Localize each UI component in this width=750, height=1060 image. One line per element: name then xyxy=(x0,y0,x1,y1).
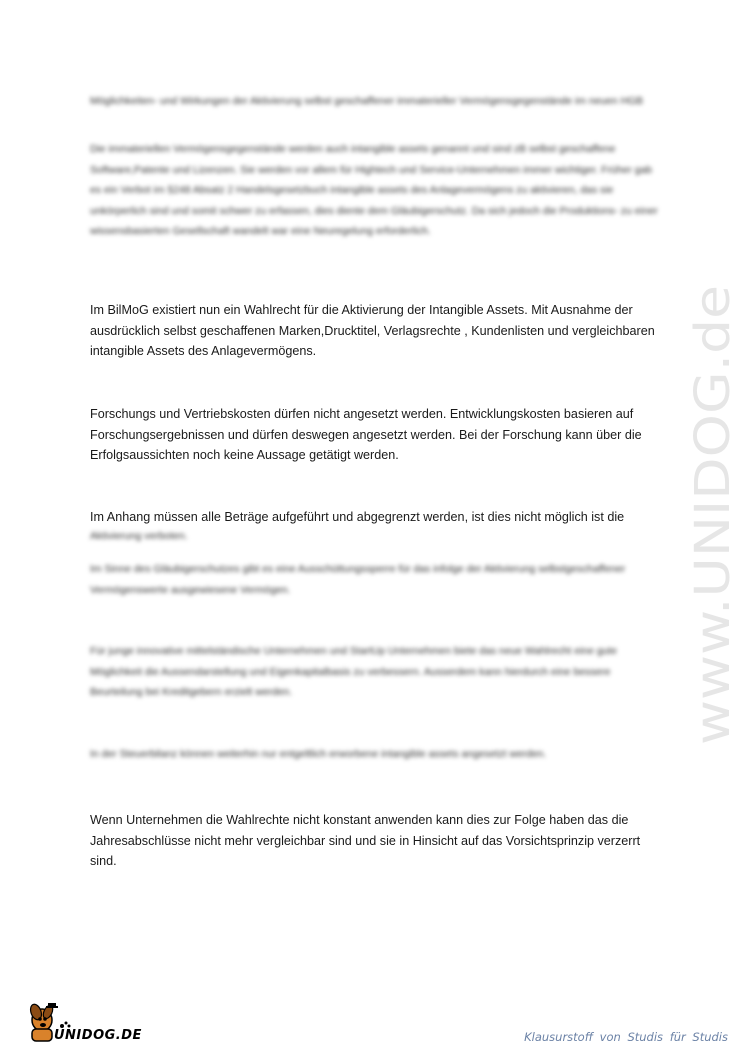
paragraph-wahlrechte: Wenn Unternehmen die Wahlrechte nicht konstant anwenden kann dies zur Folge haben das die Jahresabschlüsse nicht mehr vergleichbar sind und sie in Hinsicht auf das Vorsichtsprinzip verzerrt sind. xyxy=(90,813,641,868)
watermark xyxy=(685,280,745,750)
watermark-text: www.UNIDOG.de xyxy=(685,343,741,745)
paragraph-anhang: Im Anhang müssen alle Beträge aufgeführt und abgegrenzt werden, ist dies nicht möglich ist die xyxy=(90,510,625,524)
paragraph-anhang-blurred: Aktivierung verboten. xyxy=(90,531,188,542)
document-heading: Möglichkeiten- und Wirkungen der Aktivierung selbst geschaffener immaterieller Vermögensgegenstände im neuen HGB xyxy=(90,96,644,107)
paragraph-steuerbilanz: In der Steuerbilanz können weiterhin nur entgeltlich erworbene intangible assets angesetzt werden. xyxy=(90,749,547,760)
paragraph-forschung: Forschungs und Vertriebskosten dürfen nicht angesetzt werden. Entwicklungskosten basieren auf Forschungsergebnissen und dürfen deswegen angesetzt werden. Bei der Forschung kann über die Erfolgsaussichten noch keine Aussage getätigt werden. xyxy=(90,407,642,462)
footer-tagline: Klausurstoff von Studis für Studis xyxy=(524,1030,728,1044)
logo-text: UNIDOG.DE xyxy=(54,1028,142,1043)
paragraph-bilmog: Im BilMoG existiert nun ein Wahlrecht für die Aktivierung der Intangible Assets. Mit Ausnahme der ausdrücklich selbst geschaffenen Marken,Drucktitel, Verlagsrechte , Kundenlisten und vergleichbaren intangible Assets des Anlagevermögens. xyxy=(90,303,655,358)
paragraph-intro: Die immateriellen Vermögensgegenstände werden auch intangible assets genannt und sind zB selbst geschaffene Software,Patente und Lizenzen. Sie werden vor allem für Hightech und Service-Unternehmen immer wichtiger. Früher gab es ein Verbot im §248 Absatz 2 Handelsgesetzbuch intangible assets des Anlagevermögens zu aktivieren, das sie unkörperlich sind und somit schwer zu erfassen, dies diente dem Gläubigerschutz. Da sich jedoch die Produktions- zu einer wissensbasierten Gesellschaft wandelt war eine Neuregelung erforderlich. xyxy=(90,144,658,237)
paragraph-startup: Für junge innovative mittelständische Unternehmen und StartUp Unternehmen biete das neue Wahlrecht eine gute Möglichkeit die Aussendarstellung und Eigenkapitalbasis zu verbessern. Ausserdem kann hierdurch eine bessere Beurteilung bei Kreditgebern erzielt werden. xyxy=(90,646,617,698)
paragraph-glaeubigerschutz: Im Sinne des Gläubigerschutzes gibt es eine Ausschüttungssperre für das infolge der Aktivierung selbstgeschaffener Vermögenswerte ausgewiesene Vermögen. xyxy=(90,564,626,596)
